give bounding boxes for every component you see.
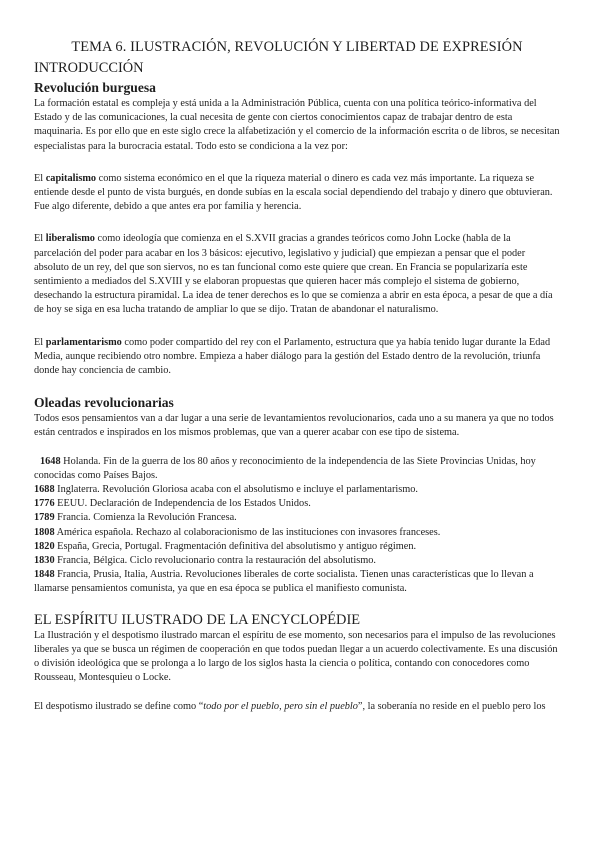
liberalismo-paragraph — [34, 232, 560, 317]
despotismo-post: ”, la soberanía no reside en el pueblo pero los — [357, 700, 546, 712]
liberalismo-term: liberalismo — [45, 233, 95, 245]
timeline-text: Francia. Comienza la Revolución Francesa. — [54, 512, 237, 524]
timeline-entry — [34, 511, 560, 525]
espiritu-heading: EL ESPÍRITU ILUSTRADO DE LA ENCYCLOPÉDIE — [34, 611, 361, 628]
spacer — [34, 378, 560, 392]
timeline-text: EEUU. Declaración de Independencia de los Estados Unidos. — [54, 498, 311, 510]
timeline-year: 1820 — [34, 540, 55, 552]
timeline-text: Francia, Prusia, Italia, Austria. Revoluciones liberales de corte socialista. Tienen unas características que lo llevan a llamarse pensamientos comunista, ya que en esa época se publica el manifiesto comunista. — [34, 569, 534, 595]
timeline-entry — [34, 497, 560, 511]
timeline-year: 1848 — [34, 569, 55, 581]
timeline-text: España, Grecia, Portugal. Fragmentación definitiva del absolutismo y antiguo régimen. — [54, 540, 417, 552]
oleadas-heading: Oleadas revolucionarias — [34, 395, 174, 411]
timeline-text: Francia, Bélgica. Ciclo revolucionario contra la restauración del absolutismo. — [54, 555, 376, 567]
parlamentarismo-pre: El — [34, 336, 46, 348]
timeline-entry — [34, 568, 560, 596]
intro-heading: INTRODUCCIÓN — [34, 60, 144, 76]
timeline-year: 1808 — [34, 526, 55, 538]
timeline-year: 1830 — [34, 555, 55, 567]
timeline-year: 1688 — [34, 484, 55, 496]
parlamentarismo-paragraph — [34, 336, 560, 379]
revolucion-burguesa-heading: Revolución burguesa — [34, 80, 156, 95]
spacer — [34, 154, 560, 172]
capitalismo-text: como sistema económico en el que la riqueza material o dinero es cada vez más importante. La riqueza se entiende desde el punto de vista burgués, en donde subías en la escala social dependiendo del trabajo y dinero que obtuvieran. Fue algo diferente, debido a que antes era por familia y herencia. — [34, 172, 553, 213]
liberalismo-text: como ideología que comienza en el S.XVII gracias a grandes teóricos como John Locke (habla de la parcelación del poder para acabar en los 3 básicos: ejecutivo, legislativo y judicial) que empiezan a pensar que el poder absoluto de un rey, del que son siervos, no es tan funcional como este quiere que crean. En Francia se popularizaría este sentimiento a mediados del S.XVIII y se elaboran propuestas que quieren hacer más complejo el sistema de gobierno, desechando la estructura piramidal. La idea de tener derechos es lo que se comienza a abrir en esta época, a pesar de que a día de hoy se siga en esa lucha tratando de ampliar lo que se dijo. Tratan de abandonar el naturalismo. — [34, 233, 553, 316]
timeline-text: América española. Rechazo al colaboracionismo de las instituciones con invasores franceses. — [54, 526, 441, 538]
timeline-entry — [34, 540, 560, 554]
despotismo-quote: todo por el pueblo, pero sin el pueblo — [203, 700, 358, 712]
spacer — [34, 318, 560, 336]
timeline-year: 1648 — [40, 455, 61, 467]
timeline-year: 1789 — [34, 512, 55, 524]
capitalismo-pre: El — [34, 172, 46, 184]
liberalismo-pre: El — [34, 233, 46, 245]
timeline-entry — [34, 483, 560, 497]
timeline-entry — [34, 554, 560, 568]
timeline-entry — [34, 526, 560, 540]
despotismo-pre: El despotismo ilustrado se define como “ — [34, 700, 204, 712]
capitalismo-paragraph — [34, 172, 560, 215]
timeline-year: 1776 — [34, 498, 55, 510]
parlamentarismo-text: como poder compartido del rey con el Parlamento, estructura que ya había tenido lugar durante la Edad Media, aunque recibiendo otro nombre. Empieza a haber diálogo para la gestión del Estado dentro de la revolución, triunfa donde hay conciencia de cambio. — [34, 336, 551, 377]
timeline-text: Holanda. Fin de la guerra de los 80 años y reconocimiento de la independencia de las Siete Provincias Unidas, hoy conocidas como Países Bajos. — [34, 455, 536, 481]
timeline-entry — [34, 455, 560, 483]
parlamentarismo-term: parlamentarismo — [45, 336, 122, 348]
capitalismo-term: capitalismo — [45, 172, 97, 184]
oleadas-paragraph: Todos esos pensamientos van a dar lugar a una serie de levantamientos revolucionarios, cada uno a su manera ya que no todos están centrados e inspirados en los mismos problemas, que van a querer acabar con ese tipo de sistema. — [34, 413, 554, 439]
spacer — [34, 686, 560, 700]
revolutions-timeline — [34, 455, 560, 597]
spacer — [34, 597, 560, 611]
espiritu-paragraph: La Ilustración y el despotismo ilustrado marcan el espíritu de ese momento, son necesarios para el impulso de las revoluciones liberales ya que se busca un régimen de cooperación en que todos puedan llegar a un acuerdo colectivamente. Es una discusión o división ideológica que se prolonga a lo largo de los siglos hasta la ciencia o política, contando con conocedores como Rousseau, Montesquieu o Locke. — [34, 629, 558, 684]
timeline-text: Inglaterra. Revolución Gloriosa acaba con el absolutismo e incluye el parlamentarismo. — [54, 484, 419, 496]
spacer — [34, 441, 560, 455]
document-title: TEMA 6. ILUSTRACIÓN, REVOLUCIÓN Y LIBERTAD DE EXPRESIÓN — [71, 39, 523, 55]
spacer — [34, 214, 560, 232]
revolucion-burguesa-paragraph: La formación estatal es compleja y está unida a la Administración Pública, cuenta con una política teórico-informativa del Estado y de las comunicaciones, la cual necesita de gente con ciertos conocimientos capaz de trabajar dentro de esta maquinaria. Es por ello que en este siglo crece la alfabetización y el comercio de la información escrita o de libros, se necesitan especialistas para la burocracia estatal. Todo esto se condiciona a la vez por: — [34, 98, 560, 152]
despotismo-paragraph — [34, 700, 560, 714]
